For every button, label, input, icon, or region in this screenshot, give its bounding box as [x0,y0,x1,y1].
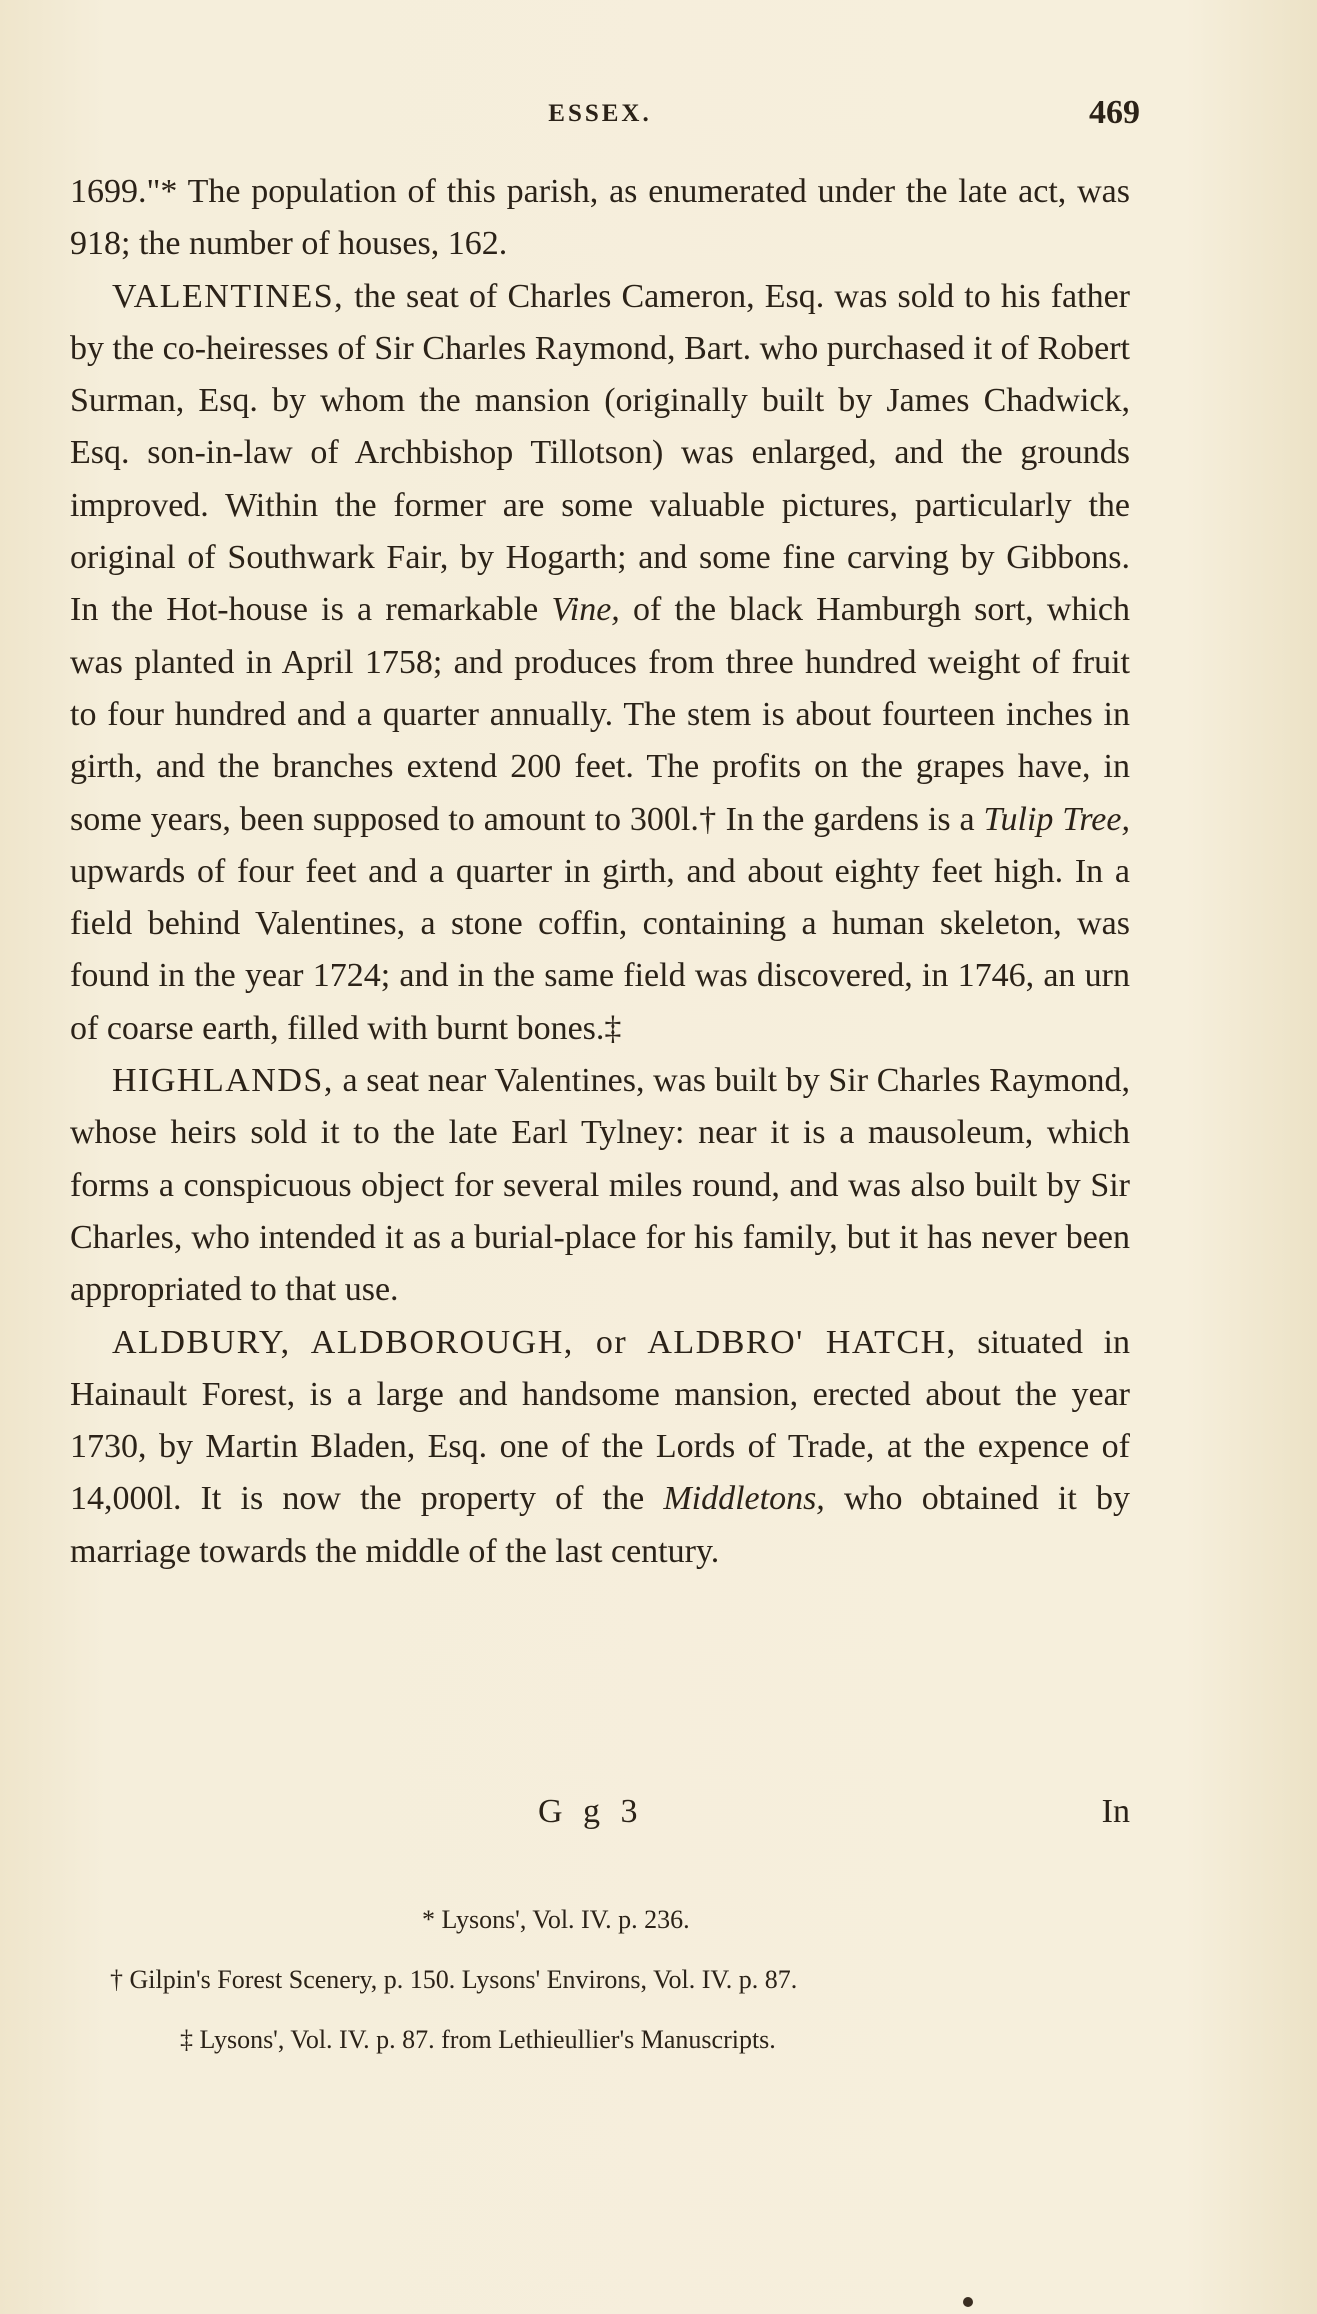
footnote-1: * Lysons', Vol. IV. p. 236. [422,1905,690,1934]
ink-spot [963,2297,973,2307]
paragraph-continuation: 1699."* The population of this parish, as enumerated under the late act, was 918; the number of houses, 162. [70,173,1130,263]
paragraph-aldbury: ALDBURY, ALDBOROUGH, or ALDBRO' HATCH, situated in Hainault Forest, is a large and handsome mansion, erected about the year 1730, by Martin Bladen, Esq. one of the Lords of Trade, at the expence of 14,000l. It is now the property of the Middletons, who obtained it by marriage towards the middle of the last century. [70,1323,1131,1570]
italic-vine: Vine, [551,591,620,629]
signature-mark: G g 3 [538,1793,644,1830]
heading-aldbury: ALDBURY, ALDBOROUGH, or ALDBRO' HATCH, [112,1323,957,1361]
page-number: 469 [1089,94,1140,131]
italic-tulip-tree: Tulip Tree, [983,800,1130,838]
heading-highlands: HIGHLANDS, [112,1062,334,1100]
paragraph-valentines: VALENTINES, the seat of Charles Cameron, Esq. was sold to his father by the co-heiresses of Sir Charles Raymond, Bart. who purchased it of Robert Surman, Esq. by whom the mansion (originally built by James Chadwick, Esq. son-in-law of Archbishop Tillotson) was enlarged, and the grounds improved. Within the former are some valuable pictures, particularly the original of Southwark Fair, by Hogarth; and some fine carving by Gibbons. In the Hot-house is a remarkable Vine, of the black Hamburgh sort, which was planted in April 1758; and produces from three hundred weight of fruit to four hundred and a quarter annually. The stem is about fourteen inches in girth, and the branches extend 200 feet. The profits on the grapes have, in some years, been supposed to amount to 300l.† In the gardens is a Tulip Tree, upwards of four feet and a quarter in girth, and about eighty feet high. In a field behind Valentines, a stone coffin, containing a human skeleton, was found in the year 1724; and in the same field was discovered, in 1746, an urn of coarse earth, filled with burnt bones.‡ [70,277,1130,1047]
heading-valentines: VALENTINES, [112,277,345,315]
catchword: In [1101,1793,1130,1830]
paragraph-highlands: HIGHLANDS, a seat near Valentines, was built by Sir Charles Raymond, whose heirs sold it to the late Earl Tylney: near it is a mausoleum, which forms a conspicuous object for several miles round, and was also built by Sir Charles, who intended it as a burial-place for his family, but it has never been appropriated to that use. [70,1062,1130,1309]
italic-middletons: Middletons, [663,1480,825,1518]
body-text [70,166,1130,1578]
footnote-2: † Gilpin's Forest Scenery, p. 150. Lysons' Environs, Vol. IV. p. 87. [110,1965,798,1994]
page-header [70,94,1140,140]
catchline [70,1793,1130,1837]
running-title: ESSEX. [548,100,652,127]
footnote-3: ‡ Lysons', Vol. IV. p. 87. from Lethieullier's Manuscripts. [180,2025,776,2054]
